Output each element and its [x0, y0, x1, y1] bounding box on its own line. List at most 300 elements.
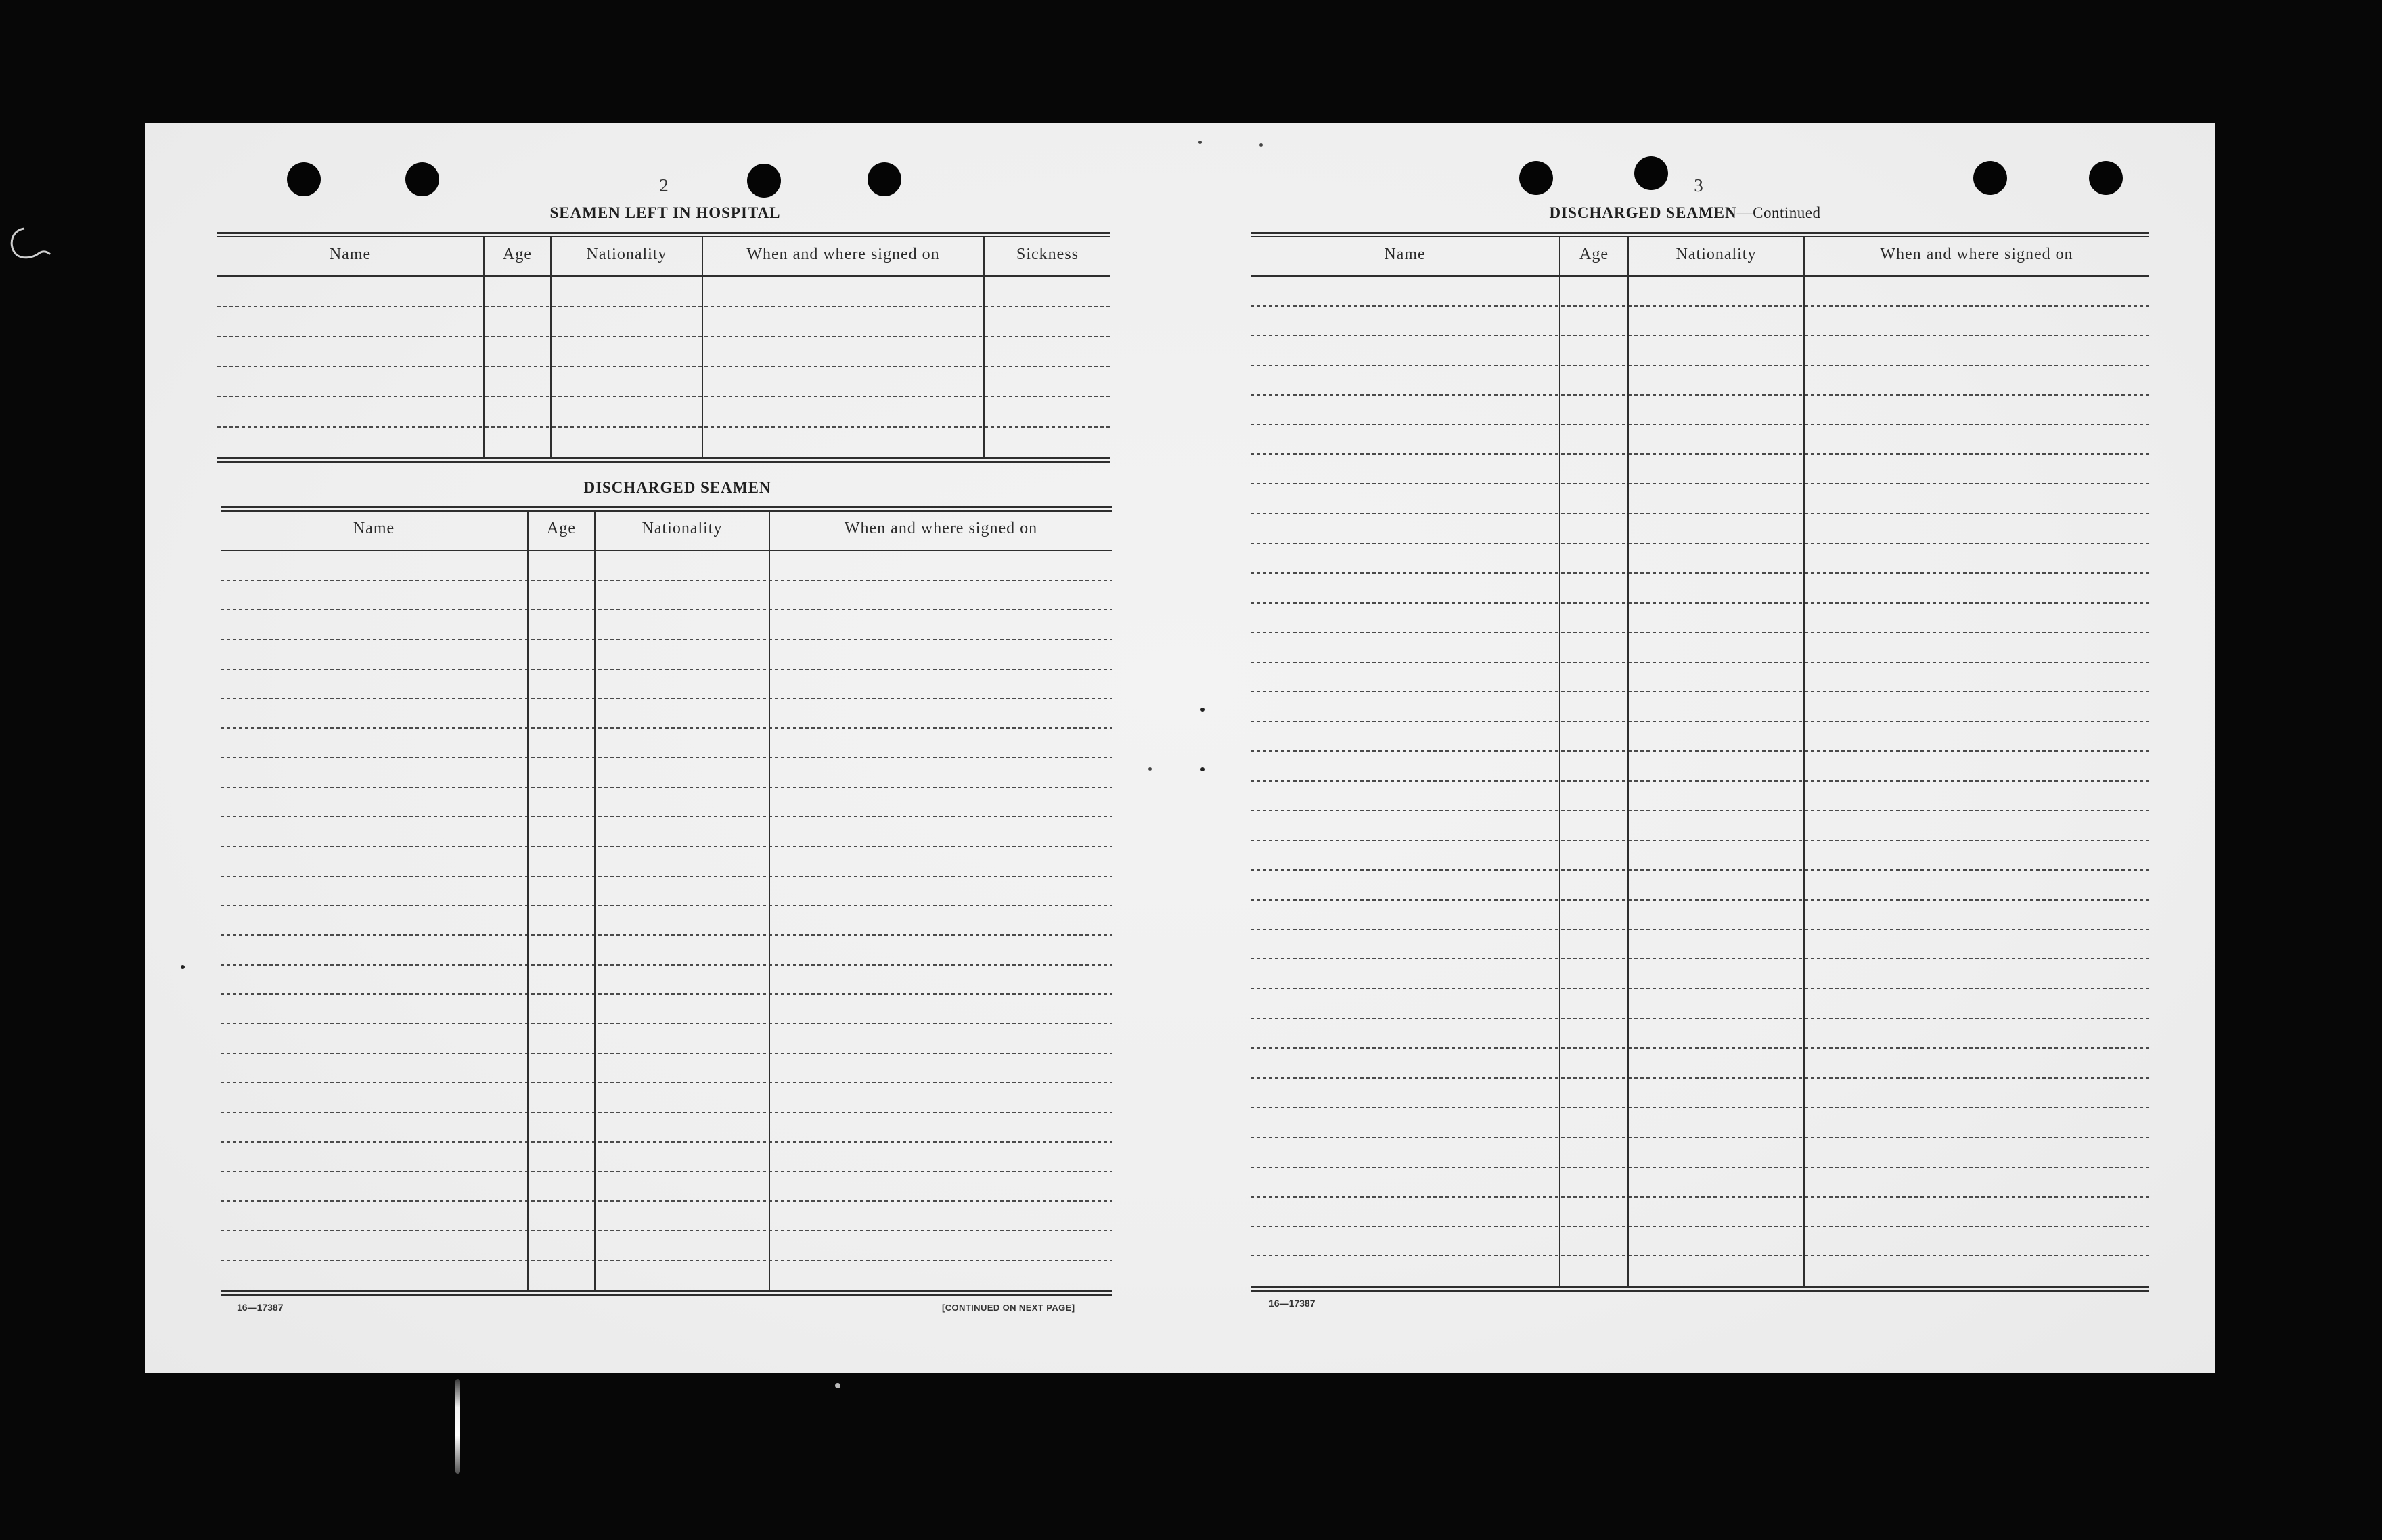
table-header — [1251, 237, 2149, 277]
table-cell — [1251, 1198, 1560, 1227]
table-cell — [596, 1202, 770, 1231]
table-cell — [770, 936, 1112, 966]
table-cell — [1805, 782, 2149, 811]
table-cell — [529, 788, 596, 818]
table-cell — [770, 670, 1112, 700]
table-cell — [770, 729, 1112, 758]
table-cell — [529, 1231, 596, 1261]
table-row — [221, 640, 1112, 670]
column-header-name: Name — [217, 237, 485, 275]
table-cell — [529, 1202, 596, 1231]
table-cell — [485, 337, 552, 367]
table-cell — [529, 1054, 596, 1084]
discharged-seamen-table — [221, 506, 1112, 1296]
table-cell — [485, 397, 552, 428]
form-number: 16—17387 — [237, 1302, 284, 1313]
table-cell — [1629, 752, 1805, 782]
table-row — [221, 729, 1112, 758]
table-cell — [985, 397, 1110, 428]
table-cell — [529, 817, 596, 847]
table-cell — [1629, 455, 1805, 484]
table-cell — [529, 1024, 596, 1054]
table-cell — [1560, 336, 1629, 366]
table-cell — [770, 847, 1112, 877]
table-cell — [1560, 989, 1629, 1019]
hospital-table — [217, 232, 1110, 463]
table-cell — [596, 1172, 770, 1202]
scan-smudge — [5, 223, 53, 264]
table-cell — [596, 1231, 770, 1261]
table-cell — [1560, 455, 1629, 484]
table-cell — [221, 1172, 529, 1202]
table-cell — [1251, 782, 1560, 811]
table-row — [221, 847, 1112, 877]
table-row — [1251, 544, 2149, 574]
table-cell — [1805, 930, 2149, 960]
table-cell — [770, 1202, 1112, 1231]
table-top-rule — [1251, 232, 2149, 237]
table-cell — [1560, 544, 1629, 574]
table-cell — [1629, 1079, 1805, 1108]
table-cell — [1805, 1227, 2149, 1257]
table-cell — [1251, 989, 1560, 1019]
table-row — [221, 817, 1112, 847]
table-row — [221, 1202, 1112, 1231]
table-cell — [985, 337, 1110, 367]
table-cell — [596, 640, 770, 670]
table-cell — [1805, 1138, 2149, 1168]
table-cell — [770, 788, 1112, 818]
table-cell — [529, 847, 596, 877]
table-cell — [596, 581, 770, 611]
table-cell — [485, 307, 552, 338]
table-cell — [1629, 366, 1805, 396]
column-header-signed-on: When and where signed on — [703, 237, 985, 275]
table-cell — [217, 367, 485, 398]
punch-hole — [1634, 156, 1668, 190]
table-row — [217, 428, 1110, 458]
table-cell — [221, 640, 529, 670]
table-row — [1251, 663, 2149, 693]
table-cell — [703, 337, 985, 367]
table-cell — [1629, 841, 1805, 871]
table-cell — [217, 397, 485, 428]
table-bottom-rule — [1251, 1286, 2149, 1292]
table-row — [221, 670, 1112, 700]
table-cell — [1560, 871, 1629, 901]
table-cell — [1629, 1256, 1805, 1286]
table-row — [1251, 307, 2149, 336]
table-cell — [1251, 544, 1560, 574]
punch-hole — [747, 164, 781, 198]
table-row — [1251, 604, 2149, 633]
table-cell — [1251, 930, 1560, 960]
table-cell — [1560, 752, 1629, 782]
table-cell — [221, 847, 529, 877]
column-header-signed-on: When and where signed on — [844, 520, 1038, 537]
table-cell — [1560, 841, 1629, 871]
table-cell — [1251, 396, 1560, 426]
table-cell — [529, 966, 596, 995]
title-main: DISCHARGED SEAMEN — [1549, 204, 1737, 221]
table-cell — [1251, 604, 1560, 633]
table-cell — [529, 758, 596, 788]
table-cell — [1629, 901, 1805, 930]
table-cell — [596, 995, 770, 1024]
table-row — [221, 1054, 1112, 1084]
table-row — [1251, 1138, 2149, 1168]
table-cell — [552, 428, 703, 458]
table-row — [1251, 484, 2149, 514]
table-cell — [1629, 959, 1805, 989]
table-cell — [1805, 663, 2149, 693]
table-cell — [1629, 722, 1805, 752]
table-bottom-rule — [221, 1290, 1112, 1296]
table-row — [1251, 841, 2149, 871]
table-cell — [703, 277, 985, 307]
table-cell — [529, 581, 596, 611]
table-row — [1251, 633, 2149, 663]
scan-speck — [1200, 708, 1205, 712]
discharged-continued-title — [1414, 203, 1956, 223]
table-cell — [770, 1172, 1112, 1202]
table-cell — [221, 1231, 529, 1261]
table-cell — [1805, 752, 2149, 782]
table-cell — [985, 277, 1110, 307]
table-cell — [552, 337, 703, 367]
table-cell — [1805, 871, 2149, 901]
table-cell — [529, 551, 596, 581]
table-row — [1251, 336, 2149, 366]
table-cell — [1251, 1256, 1560, 1286]
table-cell — [1629, 1049, 1805, 1079]
table-cell — [1805, 1108, 2149, 1138]
table-cell — [1560, 692, 1629, 722]
table-cell — [596, 1143, 770, 1173]
table-cell — [529, 1261, 596, 1291]
table-row — [1251, 574, 2149, 604]
table-cell — [596, 1024, 770, 1054]
table-cell — [596, 1083, 770, 1113]
table-header — [217, 237, 1110, 277]
table-cell — [596, 1113, 770, 1143]
table-cell — [529, 906, 596, 936]
table-cell — [596, 847, 770, 877]
table-cell — [217, 428, 485, 458]
table-cell — [1629, 1138, 1805, 1168]
table-row — [221, 877, 1112, 907]
table-cell — [221, 1143, 529, 1173]
table-cell — [1629, 336, 1805, 366]
table-cell — [596, 551, 770, 581]
column-header-nationality: Nationality — [1629, 237, 1805, 275]
table-cell — [1805, 811, 2149, 841]
table-cell — [596, 1261, 770, 1291]
table-cell — [1560, 604, 1629, 633]
table-cell — [221, 670, 529, 700]
table-cell — [1251, 663, 1560, 693]
scan-speck — [1200, 767, 1205, 771]
table-row — [1251, 989, 2149, 1019]
column-header-age: Age — [1560, 237, 1629, 275]
table-cell — [1251, 574, 1560, 604]
table-cell — [221, 1054, 529, 1084]
table-cell — [1629, 1019, 1805, 1049]
table-row — [1251, 1049, 2149, 1079]
table-cell — [1629, 692, 1805, 722]
table-cell — [1805, 633, 2149, 663]
table-cell — [596, 877, 770, 907]
table-cell — [1560, 425, 1629, 455]
table-cell — [596, 758, 770, 788]
table-row — [1251, 425, 2149, 455]
table-cell — [1560, 514, 1629, 544]
table-cell — [1560, 1138, 1629, 1168]
table-cell — [770, 1024, 1112, 1054]
table-cell — [217, 307, 485, 338]
table-cell — [703, 428, 985, 458]
column-header-nationality: Nationality — [596, 512, 770, 550]
discharged-section-title: DISCHARGED SEAMEN — [583, 479, 771, 496]
table-cell — [1251, 752, 1560, 782]
table-cell — [485, 367, 552, 398]
table-cell — [1629, 307, 1805, 336]
table-cell — [1805, 1168, 2149, 1198]
table-cell — [529, 1083, 596, 1113]
table-cell — [1805, 514, 2149, 544]
table-cell — [1560, 1049, 1629, 1079]
table-cell — [1560, 307, 1629, 336]
table-row — [1251, 722, 2149, 752]
table-cell — [770, 699, 1112, 729]
table-cell — [1560, 396, 1629, 426]
table-cell — [221, 1261, 529, 1291]
scan-speck — [1198, 141, 1202, 144]
table-cell — [485, 277, 552, 307]
table-cell — [1560, 930, 1629, 960]
table-cell — [1560, 277, 1629, 307]
table-cell — [529, 699, 596, 729]
scan-speck — [181, 965, 185, 969]
table-row — [1251, 455, 2149, 484]
scan-scratch — [455, 1379, 460, 1474]
table-cell — [1805, 1049, 2149, 1079]
table-cell — [1560, 782, 1629, 811]
table-cell — [770, 610, 1112, 640]
table-cell — [1629, 1168, 1805, 1198]
table-cell — [1629, 782, 1805, 811]
table-cell — [221, 699, 529, 729]
hospital-section-title: SEAMEN LEFT IN HOSPITAL — [549, 204, 781, 221]
table-cell — [1560, 901, 1629, 930]
table-cell — [1560, 1227, 1629, 1257]
table-cell — [1805, 336, 2149, 366]
table-cell — [770, 1083, 1112, 1113]
table-cell — [985, 428, 1110, 458]
table-cell — [221, 877, 529, 907]
table-cell — [217, 277, 485, 307]
column-header-nationality: Nationality — [552, 237, 703, 275]
table-cell — [529, 1113, 596, 1143]
table-cell — [1251, 277, 1560, 307]
table-cell — [1251, 1049, 1560, 1079]
table-row — [1251, 901, 2149, 930]
table-cell — [1560, 811, 1629, 841]
table-row — [1251, 782, 2149, 811]
table-cell — [529, 995, 596, 1024]
table-bottom-rule — [217, 457, 1110, 463]
table-row — [1251, 1168, 2149, 1198]
table-cell — [1805, 959, 2149, 989]
table-cell — [1251, 841, 1560, 871]
table-cell — [1805, 1079, 2149, 1108]
table-row — [221, 1231, 1112, 1261]
table-cell — [1251, 484, 1560, 514]
column-header-name: Name — [221, 512, 529, 550]
table-cell — [770, 966, 1112, 995]
table-row — [217, 397, 1110, 428]
table-cell — [1560, 663, 1629, 693]
table-row — [221, 699, 1112, 729]
table-cell — [770, 817, 1112, 847]
table-row — [1251, 1256, 2149, 1286]
table-cell — [1805, 692, 2149, 722]
table-cell — [221, 1202, 529, 1231]
table-cell — [552, 397, 703, 428]
table-cell — [770, 995, 1112, 1024]
table-row — [221, 1172, 1112, 1202]
table-cell — [1251, 1168, 1560, 1198]
form-number: 16—17387 — [1269, 1298, 1316, 1309]
table-body — [1251, 277, 2149, 1286]
table-row — [221, 1143, 1112, 1173]
column-header-age: Age — [485, 237, 552, 275]
table-cell — [529, 670, 596, 700]
continued-note: [CONTINUED ON NEXT PAGE] — [942, 1303, 1075, 1313]
table-cell — [221, 610, 529, 640]
table-cell — [770, 1143, 1112, 1173]
table-row — [221, 936, 1112, 966]
table-cell — [1629, 277, 1805, 307]
table-cell — [1560, 633, 1629, 663]
table-cell — [770, 581, 1112, 611]
table-cell — [485, 428, 552, 458]
table-cell — [1560, 1198, 1629, 1227]
table-row — [1251, 692, 2149, 722]
table-cell — [552, 277, 703, 307]
punch-hole — [868, 162, 901, 196]
table-row — [1251, 514, 2149, 544]
table-cell — [1629, 396, 1805, 426]
table-cell — [221, 1024, 529, 1054]
table-cell — [1629, 989, 1805, 1019]
table-cell — [1251, 633, 1560, 663]
table-cell — [221, 788, 529, 818]
table-cell — [1251, 811, 1560, 841]
table-row — [1251, 871, 2149, 901]
table-cell — [221, 1113, 529, 1143]
table-cell — [552, 307, 703, 338]
table-row — [221, 966, 1112, 995]
table-cell — [1805, 1198, 2149, 1227]
table-cell — [770, 1261, 1112, 1291]
table-cell — [529, 640, 596, 670]
discharged-seamen-continued-table — [1251, 232, 2149, 1292]
table-cell — [1560, 959, 1629, 989]
column-header-sickness: Sickness — [1016, 245, 1079, 263]
table-row — [1251, 930, 2149, 960]
table-row — [221, 758, 1112, 788]
table-cell — [1560, 574, 1629, 604]
table-cell — [1251, 455, 1560, 484]
table-body — [221, 551, 1112, 1290]
table-cell — [1629, 574, 1805, 604]
table-cell — [596, 966, 770, 995]
table-cell — [1251, 722, 1560, 752]
table-cell — [1251, 514, 1560, 544]
punch-hole — [1973, 161, 2007, 195]
scan-speck — [1148, 767, 1152, 771]
table-row — [221, 610, 1112, 640]
table-cell — [1251, 1138, 1560, 1168]
table-row — [221, 1261, 1112, 1291]
table-cell — [1805, 544, 2149, 574]
column-header-name: Name — [1251, 237, 1560, 275]
table-cell — [596, 788, 770, 818]
table-cell — [1629, 1198, 1805, 1227]
table-cell — [1560, 722, 1629, 752]
table-cell — [770, 877, 1112, 907]
table-row — [221, 581, 1112, 611]
table-cell — [1805, 425, 2149, 455]
table-cell — [596, 670, 770, 700]
table-cell — [1560, 366, 1629, 396]
page-number: 3 — [1694, 175, 1703, 196]
scan-speck — [1259, 143, 1263, 147]
table-cell — [221, 551, 529, 581]
table-cell — [703, 307, 985, 338]
table-cell — [1629, 514, 1805, 544]
punch-hole — [287, 162, 321, 196]
table-row — [1251, 366, 2149, 396]
table-cell — [1629, 484, 1805, 514]
table-header — [221, 512, 1112, 551]
table-row — [217, 277, 1110, 307]
table-cell — [1560, 484, 1629, 514]
document-spread — [145, 123, 2215, 1373]
table-cell — [552, 367, 703, 398]
table-cell — [1251, 307, 1560, 336]
table-cell — [221, 906, 529, 936]
table-cell — [703, 397, 985, 428]
table-cell — [1251, 901, 1560, 930]
table-cell — [1805, 455, 2149, 484]
table-cell — [1629, 811, 1805, 841]
table-cell — [1560, 1256, 1629, 1286]
table-cell — [1560, 1079, 1629, 1108]
table-cell — [1805, 604, 2149, 633]
table-cell — [1629, 633, 1805, 663]
page-number: 2 — [659, 175, 669, 196]
table-row — [221, 788, 1112, 818]
table-cell — [770, 640, 1112, 670]
table-cell — [703, 367, 985, 398]
table-cell — [1251, 959, 1560, 989]
table-row — [1251, 959, 2149, 989]
table-row — [217, 337, 1110, 367]
table-cell — [985, 307, 1110, 338]
table-cell — [529, 877, 596, 907]
